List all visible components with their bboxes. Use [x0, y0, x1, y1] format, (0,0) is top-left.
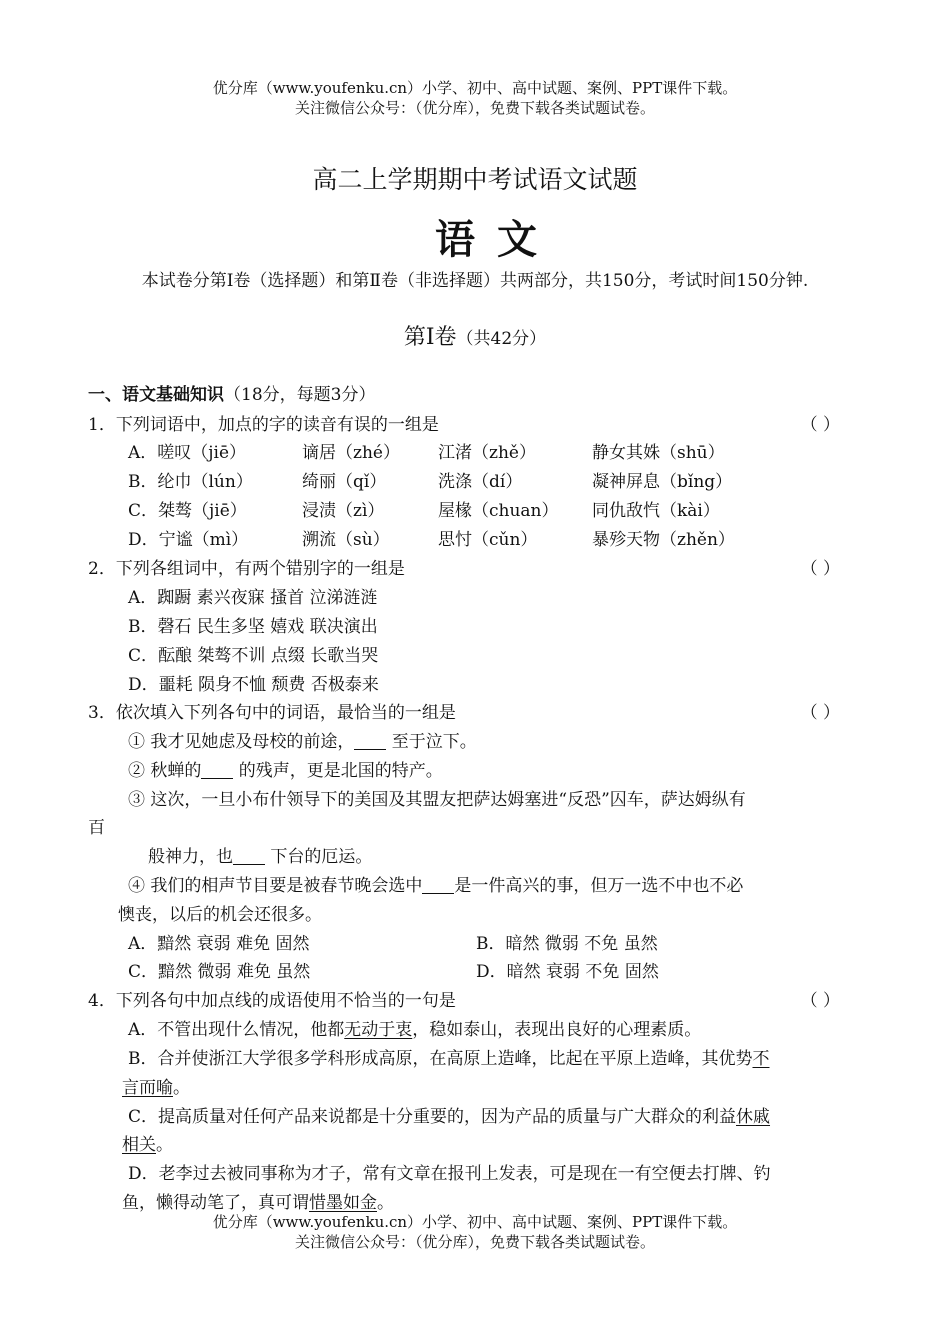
q1-a-3: 江渚（zhě）: [438, 443, 536, 463]
q1-stem: 1．下列词语中，加点的字的读音有误的一组是: [88, 415, 439, 435]
q1-d-4: 暴殄天物（zhěn）: [592, 530, 735, 550]
q1-c-3: 屋椽（chuan）: [438, 501, 559, 521]
volume-score: （共42分）: [456, 329, 547, 349]
q2-stem: 2．下列各组词中，有两个错别字的一组是: [88, 559, 405, 579]
exam-intro: 本试卷分第Ⅰ卷（选择题）和第Ⅱ卷（非选择题）共两部分，共150分，考试时间150分钟.: [141, 271, 809, 291]
idiom-underlined: 不: [752, 1049, 770, 1069]
volume-heading: [0, 320, 950, 351]
q4-option-c: C．提高质量对任何产品来说都是十分重要的，因为产品的质量与广大群众的利益休戚: [128, 1107, 771, 1127]
q1-d-2: 溯流（sù）: [302, 530, 390, 550]
footer-line-2: 关注微信公众号：（优分库），免费下载各类试题试卷。: [294, 1233, 655, 1251]
q3-option-b: B．暗然 微弱 不免 虽然: [476, 934, 658, 954]
q4-option-b-cont: 言而喻。: [122, 1078, 190, 1098]
fill-blank: [233, 847, 265, 865]
q2-option-c: C．酝酿 桀骜不训 点缀 长歌当哭: [128, 646, 379, 666]
q4-option-d: D．老李过去被同事称为才子，常有文章在报刊上发表，可是现在一有空便去打牌、钓: [128, 1164, 771, 1184]
q4-stem: 4．下列各句中加点线的成语使用不恰当的一句是: [88, 991, 456, 1011]
header-line-2: 关注微信公众号：（优分库），免费下载各类试题试卷。: [294, 99, 655, 117]
idiom-underlined: 相关: [122, 1135, 156, 1155]
q3-option-c: C．黯然 微弱 难免 虽然: [128, 962, 311, 982]
q3-stem: 3．依次填入下列各句中的词语，最恰当的一组是: [88, 703, 456, 723]
q1-d-3: 思忖（cǔn）: [438, 530, 538, 550]
q3-answer-paren: （ ）: [800, 703, 840, 723]
idiom-underlined: 惜墨如金: [309, 1193, 377, 1213]
q3-sentence-3-cont: 般神力，也 下台的厄运。: [148, 847, 373, 867]
q3-sentence-4: ④ 我们的相声节目要是被春节晚会选中 是一件高兴的事，但万一选不中也不必: [128, 876, 744, 896]
q3-sentence-3: ③ 这次，一旦小布什领导下的美国及其盟友把萨达姆塞进“反恐”囚车，萨达姆纵有: [128, 790, 746, 810]
q2-option-b: B．磬石 民生多坚 嬉戏 联决演出: [128, 617, 378, 637]
q1-b-1: B．纶巾（lún）: [128, 472, 253, 492]
q4-option-d-cont: 鱼，懒得动笔了，真可谓惜墨如金。: [122, 1193, 394, 1213]
q3-sentence-1: ① 我才见她虑及母校的前途， 至于泣下。: [128, 732, 477, 752]
idiom-underlined: 言而喻: [122, 1078, 173, 1098]
q3-sentence-2: ② 秋蝉的 的残声，更是北国的特产。: [128, 761, 443, 781]
q3-sentence-3-wrap: 百: [88, 818, 105, 838]
q4-answer-paren: （ ）: [800, 991, 840, 1011]
fill-blank: [354, 732, 386, 750]
q1-d-1: D．宁谧（mì）: [128, 530, 249, 550]
q1-c-4: 同仇敌忾（kài）: [592, 501, 720, 521]
q1-a-1: A．嗟叹（jiē）: [128, 443, 247, 463]
q2-answer-paren: （ ）: [800, 559, 840, 579]
q2-option-a: A．踟蹰 素兴夜寐 搔首 泣涕涟涟: [128, 588, 378, 608]
q1-a-2: 谪居（zhé）: [302, 443, 400, 463]
header-line-1: 优分库（www.youfenku.cn）小学、初中、高中试题、案例、PPT课件下载。: [212, 79, 738, 97]
volume-title: 第Ⅰ卷: [403, 325, 457, 350]
q1-c-2: 浸渍（zì）: [302, 501, 385, 521]
q4-option-a: A．不管出现什么情况，他都无动于衷，稳如泰山，表现出良好的心理素质。: [128, 1020, 702, 1040]
q3-option-d: D．暗然 衰弱 不免 固然: [476, 962, 659, 982]
idiom-underlined: 无动于衷: [344, 1020, 413, 1040]
section-heading: [88, 380, 375, 405]
fill-blank: [201, 761, 233, 779]
q3-option-a: A．黯然 衰弱 难免 固然: [128, 934, 310, 954]
exam-title: 高二上学期期中考试语文试题: [312, 165, 638, 194]
q3-sentence-4-cont: 懊丧，以后的机会还很多。: [118, 905, 322, 925]
subject-title: 语文: [435, 216, 559, 263]
q1-a-4: 静女其姝（shū）: [592, 443, 725, 463]
q4-option-b: B．合并使浙江大学很多学科形成高原，在高原上造峰，比起在平原上造峰，其优势不: [128, 1049, 770, 1069]
q1-b-4: 凝神屏息（bǐng）: [592, 472, 733, 492]
q4-option-c-cont: 相关。: [122, 1135, 173, 1155]
section-title: 一、语文基础知识: [88, 385, 224, 405]
idiom-underlined: 休戚: [736, 1107, 771, 1127]
footer-line-1: 优分库（www.youfenku.cn）小学、初中、高中试题、案例、PPT课件下载。: [212, 1213, 738, 1231]
fill-blank: [422, 876, 454, 894]
q2-option-d: D．噩耗 陨身不恤 颓费 否极泰来: [128, 675, 379, 695]
q1-answer-paren: （ ）: [800, 415, 840, 435]
q1-b-2: 绮丽（qǐ）: [302, 472, 387, 492]
section-score: （18分，每题3分）: [224, 385, 376, 405]
q1-b-3: 洗涤（dí）: [438, 472, 523, 492]
q1-c-1: C．桀骜（jiē）: [128, 501, 247, 521]
